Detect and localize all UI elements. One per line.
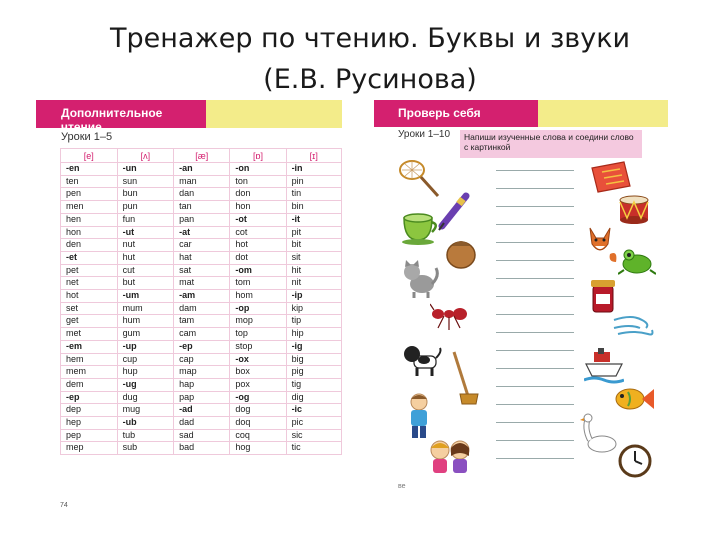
table-cell: men — [61, 201, 118, 214]
table-cell: -ub — [117, 417, 174, 430]
table-cell: pen — [61, 188, 118, 201]
table-row — [61, 188, 342, 201]
table-cell: cot — [230, 226, 286, 239]
table-cell: hot — [61, 290, 118, 303]
writing-line — [496, 296, 574, 297]
table-cell: pic — [286, 417, 341, 430]
slide-title — [0, 18, 720, 100]
table-row — [61, 239, 342, 252]
table-cell: -ig — [286, 340, 341, 353]
table-cell: pit — [286, 226, 341, 239]
table-row — [61, 378, 342, 391]
table-row — [61, 340, 342, 353]
table-row — [61, 290, 342, 303]
writing-line — [496, 170, 574, 171]
table-cell: tan — [174, 201, 230, 214]
table-cell: cap — [174, 353, 230, 366]
writing-line — [496, 188, 574, 189]
nut-icon — [444, 236, 478, 270]
table-cell: -ep — [174, 340, 230, 353]
table-cell: -om — [230, 264, 286, 277]
fox-icon — [582, 224, 618, 264]
table-cell: mum — [117, 302, 174, 315]
table-cell: -ox — [230, 353, 286, 366]
table-cell: -en — [61, 163, 118, 176]
writing-line — [496, 314, 574, 315]
table-cell: sub — [117, 442, 174, 455]
goose-icon — [580, 412, 620, 454]
table-cell: -em — [61, 340, 118, 353]
table-cell: -un — [117, 163, 174, 176]
writing-line — [496, 206, 574, 207]
table-cell: bin — [286, 201, 341, 214]
table-row — [61, 442, 342, 455]
writing-line — [496, 422, 574, 423]
table-row — [61, 175, 342, 188]
table-cell: sit — [286, 251, 341, 264]
title-line-2: (Е.В. Русинова) — [263, 64, 477, 95]
table-row — [61, 391, 342, 404]
table-cell: -in — [286, 163, 341, 176]
table-cell: -um — [117, 290, 174, 303]
table-cell: tam — [174, 315, 230, 328]
table-cell: tig — [286, 378, 341, 391]
instruction-box: Напиши изученные слова и соедини слово с картинкой — [460, 130, 642, 158]
table-cell: tin — [286, 188, 341, 201]
table-cell: nit — [286, 277, 341, 290]
table-cell: mop — [230, 315, 286, 328]
ship-icon — [584, 346, 624, 386]
table-cell: sad — [174, 429, 230, 442]
table-body — [61, 163, 342, 455]
table-row — [61, 404, 342, 417]
table-cell: -ep — [61, 391, 118, 404]
table-cell: -ic — [286, 404, 341, 417]
table-cell: hum — [117, 315, 174, 328]
table-cell: hap — [174, 378, 230, 391]
left-page-header — [36, 100, 206, 134]
table-cell: gum — [117, 328, 174, 341]
table-cell: -on — [230, 163, 286, 176]
table-cell: fun — [117, 213, 174, 226]
table-cell: dam — [174, 302, 230, 315]
table-cell: -an — [174, 163, 230, 176]
writing-line — [496, 458, 574, 459]
table-row — [61, 302, 342, 315]
table-cell: -ut — [117, 226, 174, 239]
table-row — [61, 201, 342, 214]
writing-line — [496, 278, 574, 279]
table-cell: -at — [174, 226, 230, 239]
right-page-header — [374, 100, 538, 127]
table-cell: -ug — [117, 378, 174, 391]
boy-icon — [402, 392, 436, 440]
table-row — [61, 328, 342, 341]
left-page-header-band — [206, 100, 342, 128]
table-cell: cam — [174, 328, 230, 341]
table-header-row — [61, 149, 342, 163]
mop-icon — [450, 350, 480, 406]
table-cell: pep — [61, 429, 118, 442]
table-row — [61, 251, 342, 264]
table-cell: sat — [174, 264, 230, 277]
writing-line — [496, 242, 574, 243]
table-cell: mem — [61, 366, 118, 379]
table-cell: dug — [117, 391, 174, 404]
left-page-header-text: Дополнительное чтение — [61, 106, 163, 134]
table-cell: mep — [61, 442, 118, 455]
table-cell: pig — [286, 366, 341, 379]
table-cell: dan — [174, 188, 230, 201]
table-cell: dem — [61, 378, 118, 391]
table-cell: nut — [117, 239, 174, 252]
table-cell: top — [230, 328, 286, 341]
drum-icon — [616, 192, 652, 224]
table-cell: but — [117, 277, 174, 290]
table-cell: met — [61, 328, 118, 341]
table-cell: tom — [230, 277, 286, 290]
table-row — [61, 264, 342, 277]
table-cell: hup — [117, 366, 174, 379]
pillow-icon — [588, 160, 634, 194]
table-cell: pox — [230, 378, 286, 391]
table-row — [61, 315, 342, 328]
jam-icon — [588, 276, 618, 316]
table-cell: dig — [286, 391, 341, 404]
title-line-1: Тренажер по чтению. Буквы и звуки — [109, 23, 631, 54]
table-cell: pap — [174, 391, 230, 404]
table-cell: den — [61, 239, 118, 252]
pen-icon — [436, 192, 472, 232]
left-page-number: 74 — [60, 502, 68, 509]
table-cell: bit — [286, 239, 341, 252]
right-page-header-band — [538, 100, 668, 127]
table-row — [61, 353, 342, 366]
writing-line — [496, 350, 574, 351]
right-page-number: ве — [398, 483, 406, 490]
table-cell: map — [174, 366, 230, 379]
table-cell: man — [174, 175, 230, 188]
column-header: [ɪ] — [286, 149, 341, 163]
table-cell: bun — [117, 188, 174, 201]
table-cell: hen — [61, 213, 118, 226]
table-cell: cup — [117, 353, 174, 366]
kids-icon — [426, 438, 476, 474]
wind-icon — [612, 312, 656, 338]
column-header: [ʌ] — [117, 149, 174, 163]
table-cell: big — [286, 353, 341, 366]
writing-line — [496, 260, 574, 261]
table-cell: pan — [174, 213, 230, 226]
table-row — [61, 429, 342, 442]
table-cell: box — [230, 366, 286, 379]
left-lessons-label: Уроки 1–5 — [61, 131, 113, 143]
table-cell: hit — [286, 264, 341, 277]
table-cell: hep — [61, 417, 118, 430]
table-cell: -it — [286, 213, 341, 226]
writing-line — [496, 404, 574, 405]
table-cell: car — [174, 239, 230, 252]
table-cell: hem — [61, 353, 118, 366]
table-cell: net — [61, 277, 118, 290]
table-cell: tic — [286, 442, 341, 455]
table-cell: doq — [230, 417, 286, 430]
table-cell: dep — [61, 404, 118, 417]
writing-line — [496, 332, 574, 333]
table-cell: -ad — [174, 404, 230, 417]
table-cell: dad — [174, 417, 230, 430]
ant-icon — [430, 302, 468, 332]
table-cell: -et — [61, 251, 118, 264]
right-book-page — [374, 100, 668, 492]
writing-line — [496, 386, 574, 387]
table-cell: set — [61, 302, 118, 315]
table-cell: sic — [286, 429, 341, 442]
table-cell: hip — [286, 328, 341, 341]
dog-icon — [400, 342, 444, 378]
word-table — [60, 148, 342, 455]
column-header: [ɒ] — [230, 149, 286, 163]
cat-icon — [400, 258, 440, 298]
right-page-header-text: Проверь себя — [398, 106, 481, 120]
table-cell: hon — [61, 226, 118, 239]
table-cell: coq — [230, 429, 286, 442]
table-cell: ten — [61, 175, 118, 188]
table-cell: get — [61, 315, 118, 328]
table-cell: don — [230, 188, 286, 201]
table-cell: pet — [61, 264, 118, 277]
fish-icon — [612, 384, 656, 414]
table-cell: mug — [117, 404, 174, 417]
table-cell: -ip — [286, 290, 341, 303]
table-cell: -og — [230, 391, 286, 404]
table-cell: bad — [174, 442, 230, 455]
table-cell: hat — [174, 251, 230, 264]
writing-line — [496, 224, 574, 225]
table-row — [61, 417, 342, 430]
table-row — [61, 163, 342, 176]
table-cell: -op — [230, 302, 286, 315]
table-row — [61, 277, 342, 290]
left-book-page — [36, 100, 342, 520]
column-header: [e] — [61, 149, 118, 163]
table-cell: hot — [230, 239, 286, 252]
table-cell: tip — [286, 315, 341, 328]
table-row — [61, 226, 342, 239]
table-cell: kip — [286, 302, 341, 315]
table-cell: mat — [174, 277, 230, 290]
writing-line — [496, 440, 574, 441]
table-cell: pun — [117, 201, 174, 214]
table-cell: pin — [286, 175, 341, 188]
table-cell: hut — [117, 251, 174, 264]
table-cell: hog — [230, 442, 286, 455]
column-header: [æ] — [174, 149, 230, 163]
table-cell: dog — [230, 404, 286, 417]
cup-icon — [398, 210, 440, 246]
table-cell: stop — [230, 340, 286, 353]
table-cell: ton — [230, 175, 286, 188]
table-cell: -up — [117, 340, 174, 353]
table-cell: -am — [174, 290, 230, 303]
table-cell: hon — [230, 201, 286, 214]
table-cell: sun — [117, 175, 174, 188]
table-cell: dot — [230, 251, 286, 264]
clock-icon — [618, 444, 652, 478]
table-cell: cut — [117, 264, 174, 277]
table-row — [61, 366, 342, 379]
table-cell: -ot — [230, 213, 286, 226]
table-cell: hom — [230, 290, 286, 303]
table-row — [61, 213, 342, 226]
writing-line — [496, 368, 574, 369]
table-cell: tub — [117, 429, 174, 442]
right-lessons-label: Уроки 1–10 — [398, 129, 451, 140]
frog-icon — [618, 246, 656, 276]
